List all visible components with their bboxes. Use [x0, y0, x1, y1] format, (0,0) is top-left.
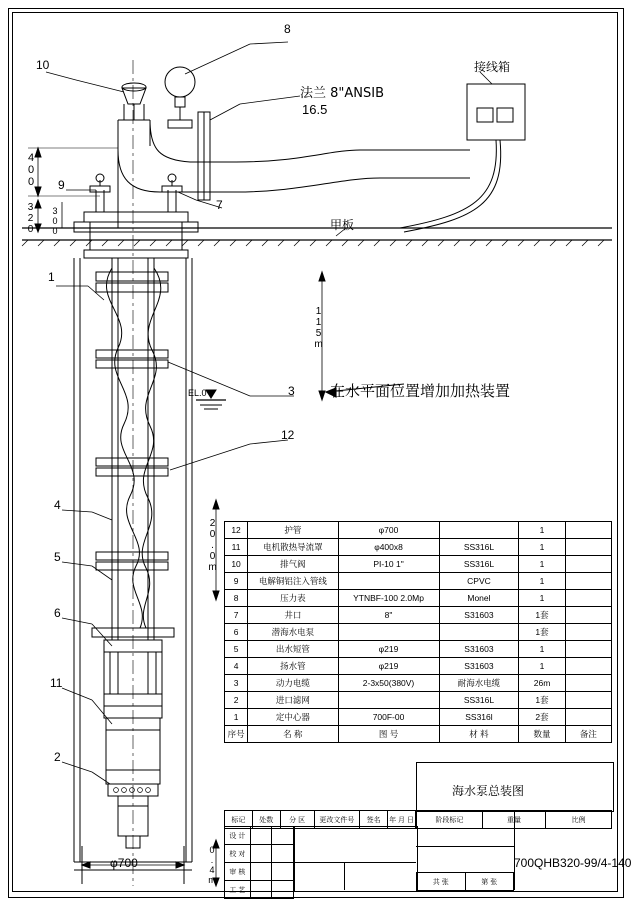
bom-qty: 1套 — [519, 607, 565, 624]
title-block-right-div2 — [514, 810, 515, 890]
table-row — [225, 658, 612, 675]
table-row — [225, 692, 612, 709]
flange-size: 16.5 — [302, 102, 328, 117]
title-block-middle-div — [294, 862, 416, 863]
bom-no: 6 — [225, 624, 248, 641]
titleblock-left-blank — [250, 827, 272, 845]
bom-code: PI-10 1" — [338, 556, 439, 573]
titleblock-bottom-cell: 共 张 — [417, 873, 466, 891]
dim-300: 300 — [50, 206, 60, 236]
bom-material: S31603 — [439, 658, 519, 675]
bom-note — [565, 658, 611, 675]
bom-code — [338, 573, 439, 590]
bom-name: 动力电缆 — [248, 675, 338, 692]
bom-header-cell: 序号 — [225, 726, 248, 743]
titleblock-left-label: 工 艺 — [225, 881, 251, 899]
flange-callout: 法兰 8"ANSIB — [300, 86, 385, 101]
bom-name: 排气阀 — [248, 556, 338, 573]
dim-04m: 0.4m — [207, 845, 217, 885]
bom-name: 井口 — [248, 607, 338, 624]
dim-20m: 20.0m — [207, 518, 218, 573]
titleblock-left-row — [225, 863, 294, 881]
bom-name: 出水短管 — [248, 641, 338, 658]
leader-4: 4 — [54, 498, 61, 512]
bom-material: CPVC — [439, 573, 519, 590]
bom-name: 扬水管 — [248, 658, 338, 675]
bom-no: 5 — [225, 641, 248, 658]
bom-header-cell: 名 称 — [248, 726, 338, 743]
bom-material: S31603 — [439, 641, 519, 658]
bom-header-cell: 图 号 — [338, 726, 439, 743]
bom-header-cell: 数量 — [519, 726, 565, 743]
bom-qty: 1 — [519, 522, 565, 539]
table-row — [225, 573, 612, 590]
leader-8: 8 — [284, 22, 291, 36]
bom-qty: 1 — [519, 590, 565, 607]
leader-7: 7 — [216, 198, 223, 212]
titleblock-left-blank — [272, 827, 294, 845]
titleblock-rev-cell: 签名 — [360, 811, 388, 829]
bom-name: 定中心器 — [248, 709, 338, 726]
bom-no: 11 — [225, 539, 248, 556]
leader-10: 10 — [36, 58, 50, 72]
table-row — [225, 607, 612, 624]
drawing-code: 700QHB320-99/4-140 — [514, 856, 632, 870]
title-block-middle-div2 — [344, 862, 345, 890]
bom-name: 压力表 — [248, 590, 338, 607]
bom-no: 3 — [225, 675, 248, 692]
titleblock-left-label: 审 核 — [225, 863, 251, 881]
table-row — [225, 590, 612, 607]
titleblock-left-row — [225, 881, 294, 899]
bom-code — [338, 692, 439, 709]
bom-code: φ700 — [338, 522, 439, 539]
table-row — [225, 624, 612, 641]
bom-note — [565, 675, 611, 692]
bom-qty: 1套 — [519, 692, 565, 709]
titleblock-right-cell: 重量 — [482, 811, 546, 829]
titleblock-left-blank — [250, 863, 272, 881]
bom-qty: 1 — [519, 539, 565, 556]
bom-note — [565, 709, 611, 726]
bom-header-cell: 备注 — [565, 726, 611, 743]
bom-code: φ219 — [338, 641, 439, 658]
table-header-row — [225, 726, 612, 743]
titleblock-bottom-cell: 第 张 — [465, 873, 514, 891]
bom-note — [565, 539, 611, 556]
bom-table — [224, 521, 612, 743]
bom-code: 8" — [338, 607, 439, 624]
bom-material: SS316L — [439, 556, 519, 573]
titleblock-rev-cell: 处数 — [252, 811, 280, 829]
titleblock-left-label: 校 对 — [225, 845, 251, 863]
table-row — [225, 675, 612, 692]
titleblock-rev-cell: 更改文件号 — [314, 811, 360, 829]
titleblock-left-blank — [272, 845, 294, 863]
leader-11: 11 — [50, 676, 63, 690]
bom-name: 潜海水电泵 — [248, 624, 338, 641]
bom-name: 护管 — [248, 522, 338, 539]
titleblock-left-blank — [272, 881, 294, 899]
bom-name: 电机散热导流罩 — [248, 539, 338, 556]
table-row — [225, 709, 612, 726]
el0-label: EL.0 — [188, 388, 207, 398]
drawing-title: 海水泵总装图 — [452, 784, 525, 798]
dim-400: 400 — [25, 152, 37, 188]
titleblock-left-blank — [250, 845, 272, 863]
bom-header-cell: 材 料 — [439, 726, 519, 743]
deck-label: 甲板 — [330, 218, 355, 232]
bom-note — [565, 590, 611, 607]
bom-qty: 26m — [519, 675, 565, 692]
bom-code — [338, 624, 439, 641]
bom-note — [565, 607, 611, 624]
leader-3: 3 — [288, 384, 295, 398]
bom-no: 10 — [225, 556, 248, 573]
bom-no: 9 — [225, 573, 248, 590]
bom-no: 8 — [225, 590, 248, 607]
table-row — [225, 556, 612, 573]
bom-note — [565, 522, 611, 539]
title-block-middle — [294, 826, 418, 892]
bom-material: Monel — [439, 590, 519, 607]
titleblock-left-blank — [250, 881, 272, 899]
titleblock-bottom-row — [417, 873, 514, 891]
titleblock-rev-cell: 年 月 日 — [388, 811, 416, 829]
titleblock-left-label: 设 计 — [225, 827, 251, 845]
dia-700-label: φ700 — [110, 856, 138, 870]
depth-dim: 115m — [313, 306, 324, 350]
bom-qty: 1 — [519, 556, 565, 573]
bom-note — [565, 573, 611, 590]
bom-material — [439, 522, 519, 539]
table-row — [225, 539, 612, 556]
leader-2: 2 — [54, 750, 61, 764]
bom-qty: 1套 — [519, 624, 565, 641]
bom-material: SS316L — [439, 539, 519, 556]
leader-1: 1 — [48, 270, 55, 284]
title-block-bottom — [416, 872, 514, 891]
titleblock-left-blank — [272, 863, 294, 881]
bom-material: SS316l — [439, 709, 519, 726]
bom-qty: 1 — [519, 641, 565, 658]
titleblock-right-cell: 阶段标记 — [417, 811, 483, 829]
title-block-left — [224, 826, 294, 899]
bom-no: 12 — [225, 522, 248, 539]
bom-no: 7 — [225, 607, 248, 624]
leader-12: 12 — [281, 428, 295, 442]
bom-no: 2 — [225, 692, 248, 709]
bom-no: 4 — [225, 658, 248, 675]
titleblock-left-row — [225, 827, 294, 845]
table-row — [225, 641, 612, 658]
bom-qty: 1 — [519, 658, 565, 675]
leader-6: 6 — [54, 606, 61, 620]
bom-note — [565, 556, 611, 573]
bom-note — [565, 624, 611, 641]
bom-material: SS316L — [439, 692, 519, 709]
bom-code: φ219 — [338, 658, 439, 675]
junction-box-label: 接线箱 — [474, 60, 511, 74]
title-block-right-div — [416, 846, 514, 847]
bom-qty: 1 — [519, 573, 565, 590]
bom-code: φ400x8 — [338, 539, 439, 556]
leader-5: 5 — [54, 550, 61, 564]
bom-name: 电解铜铝注入管线 — [248, 573, 338, 590]
bom-qty: 2套 — [519, 709, 565, 726]
bom-material: S31603 — [439, 607, 519, 624]
bom-name: 进口滤网 — [248, 692, 338, 709]
handwritten-annotation: 在水平面位置增加加热装置 — [330, 382, 511, 400]
titleblock-rev-cell: 分 区 — [280, 811, 314, 829]
bom-no: 1 — [225, 709, 248, 726]
titleblock-right-cell: 比例 — [546, 811, 612, 829]
titleblock-rev-cell: 标记 — [225, 811, 253, 829]
bom-material — [439, 624, 519, 641]
titleblock-left-row — [225, 845, 294, 863]
bom-note — [565, 692, 611, 709]
bom-code: 700F-00 — [338, 709, 439, 726]
bom-code: YTNBF-100 2.0Mp — [338, 590, 439, 607]
dim-320: 320 — [25, 202, 36, 235]
bom-code: 2-3x50(380V) — [338, 675, 439, 692]
leader-9: 9 — [58, 178, 65, 192]
table-row — [225, 522, 612, 539]
bom-material: 耐海水电缆 — [439, 675, 519, 692]
bom-note — [565, 641, 611, 658]
